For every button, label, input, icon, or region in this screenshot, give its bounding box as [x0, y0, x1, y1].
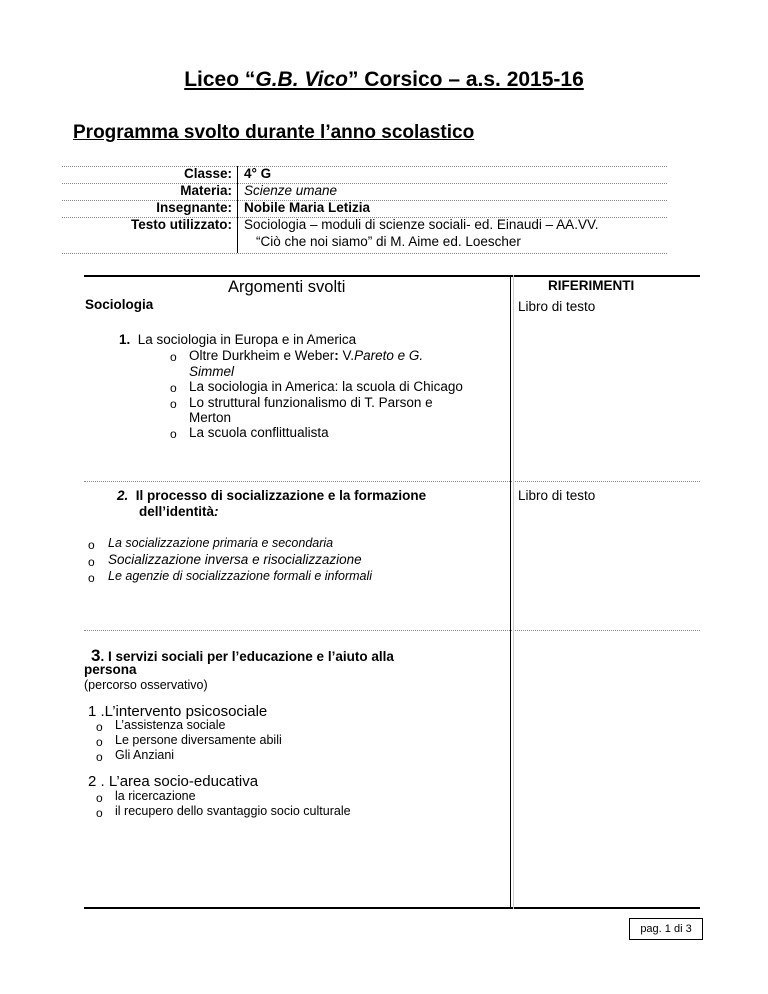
item1-bullet-3-cont: Merton — [189, 410, 232, 425]
bullet-icon: o — [170, 381, 177, 395]
info-column-divider — [237, 166, 238, 253]
bullet-icon: o — [88, 555, 95, 569]
item1-line: 1. La sociologia in Europa e in America — [119, 332, 357, 347]
bullet-icon: o — [88, 538, 95, 552]
item3-sub1-bullet-3: Gli Anziani — [115, 748, 175, 762]
item3-sub1-title: 1 .L’intervento psicosociale — [88, 703, 268, 720]
table-row-divider — [84, 481, 700, 482]
item2-line1: 2. Il processo di socializzazione e la formazione — [117, 488, 427, 503]
info-divider — [62, 253, 667, 254]
reference-1: Libro di testo — [518, 299, 596, 314]
item3-sub2-bullet-2: il recupero dello svantaggio socio culturale — [115, 804, 351, 818]
document-subtitle: Programma svolto durante l’anno scolastico — [73, 122, 475, 143]
bullet-icon: o — [170, 427, 177, 441]
bullet-icon: o — [96, 806, 103, 820]
item2-bullet-1: La socializzazione primaria e secondaria — [108, 536, 334, 550]
section-sociologia: Sociologia — [85, 297, 154, 312]
materia-label: Materia: — [180, 183, 232, 198]
bullet-icon: o — [170, 350, 177, 364]
item3-line1: 3. I servizi sociali per l’educazione e l’aiuto alla — [91, 646, 394, 665]
item1-bullet-3: Lo struttural funzionalismo di T. Parson e — [189, 395, 433, 410]
testo-value-2: “Ciò che noi siamo” di M. Aime ed. Loescher — [256, 234, 521, 249]
bullet-icon: o — [170, 397, 177, 411]
document-title: Liceo “G.B. Vico” Corsico – a.s. 2015-16 — [184, 68, 584, 91]
reference-2: Libro di testo — [518, 488, 596, 503]
bullet-icon: o — [96, 720, 103, 734]
item1-bullet-1-cont: Simmel — [189, 364, 235, 379]
item3-sub1-bullet-1: L’assistenza sociale — [115, 718, 226, 732]
item3-sub2-bullet-1: la ricercazione — [115, 789, 196, 803]
insegnante-label: Insegnante: — [156, 200, 232, 215]
item3-sub1-bullet-2: Le persone diversamente abili — [115, 733, 282, 747]
testo-label: Testo utilizzato: — [131, 217, 232, 232]
item3-sub2-title: 2 . L’area socio-educativa — [88, 773, 259, 790]
item2-line2: dell’identità: — [139, 504, 219, 519]
classe-value: 4° G — [244, 166, 272, 181]
bullet-icon: o — [96, 791, 103, 805]
testo-value-1: Sociologia – moduli di scienze sociali- ed. Einaudi – AA.VV. — [244, 217, 599, 232]
header-argomenti: Argomenti svolti — [228, 278, 346, 296]
item2-bullet-3: Le agenzie di socializzazione formali e informali — [108, 569, 373, 583]
classe-label: Classe: — [183, 166, 232, 181]
bullet-icon: o — [88, 571, 95, 585]
item1-bullet-2: La sociologia in America: la scuola di Chicago — [189, 379, 463, 394]
item1-bullet-4: La scuola conflittualista — [189, 425, 329, 440]
bullet-icon: o — [96, 750, 103, 764]
table-column-divider-shadow — [513, 275, 514, 909]
item1-bullet-1: Oltre Durkheim e Weber: V.Pareto e G. — [189, 348, 424, 363]
item2-bullet-2: Socializzazione inversa e risocializzazione — [108, 552, 362, 567]
header-riferimenti: RIFERIMENTI — [548, 278, 635, 293]
materia-value: Scienze umane — [244, 183, 338, 198]
page-number: pag. 1 di 3 — [629, 918, 703, 940]
item3-note: (percorso osservativo) — [84, 678, 208, 692]
table-column-divider — [510, 275, 511, 909]
table-row-divider — [84, 630, 700, 631]
insegnante-value: Nobile Maria Letizia — [244, 200, 371, 215]
table-bottom-border — [84, 907, 700, 909]
item3-line2: persona — [84, 662, 137, 677]
bullet-icon: o — [96, 735, 103, 749]
table-top-border — [84, 275, 700, 277]
